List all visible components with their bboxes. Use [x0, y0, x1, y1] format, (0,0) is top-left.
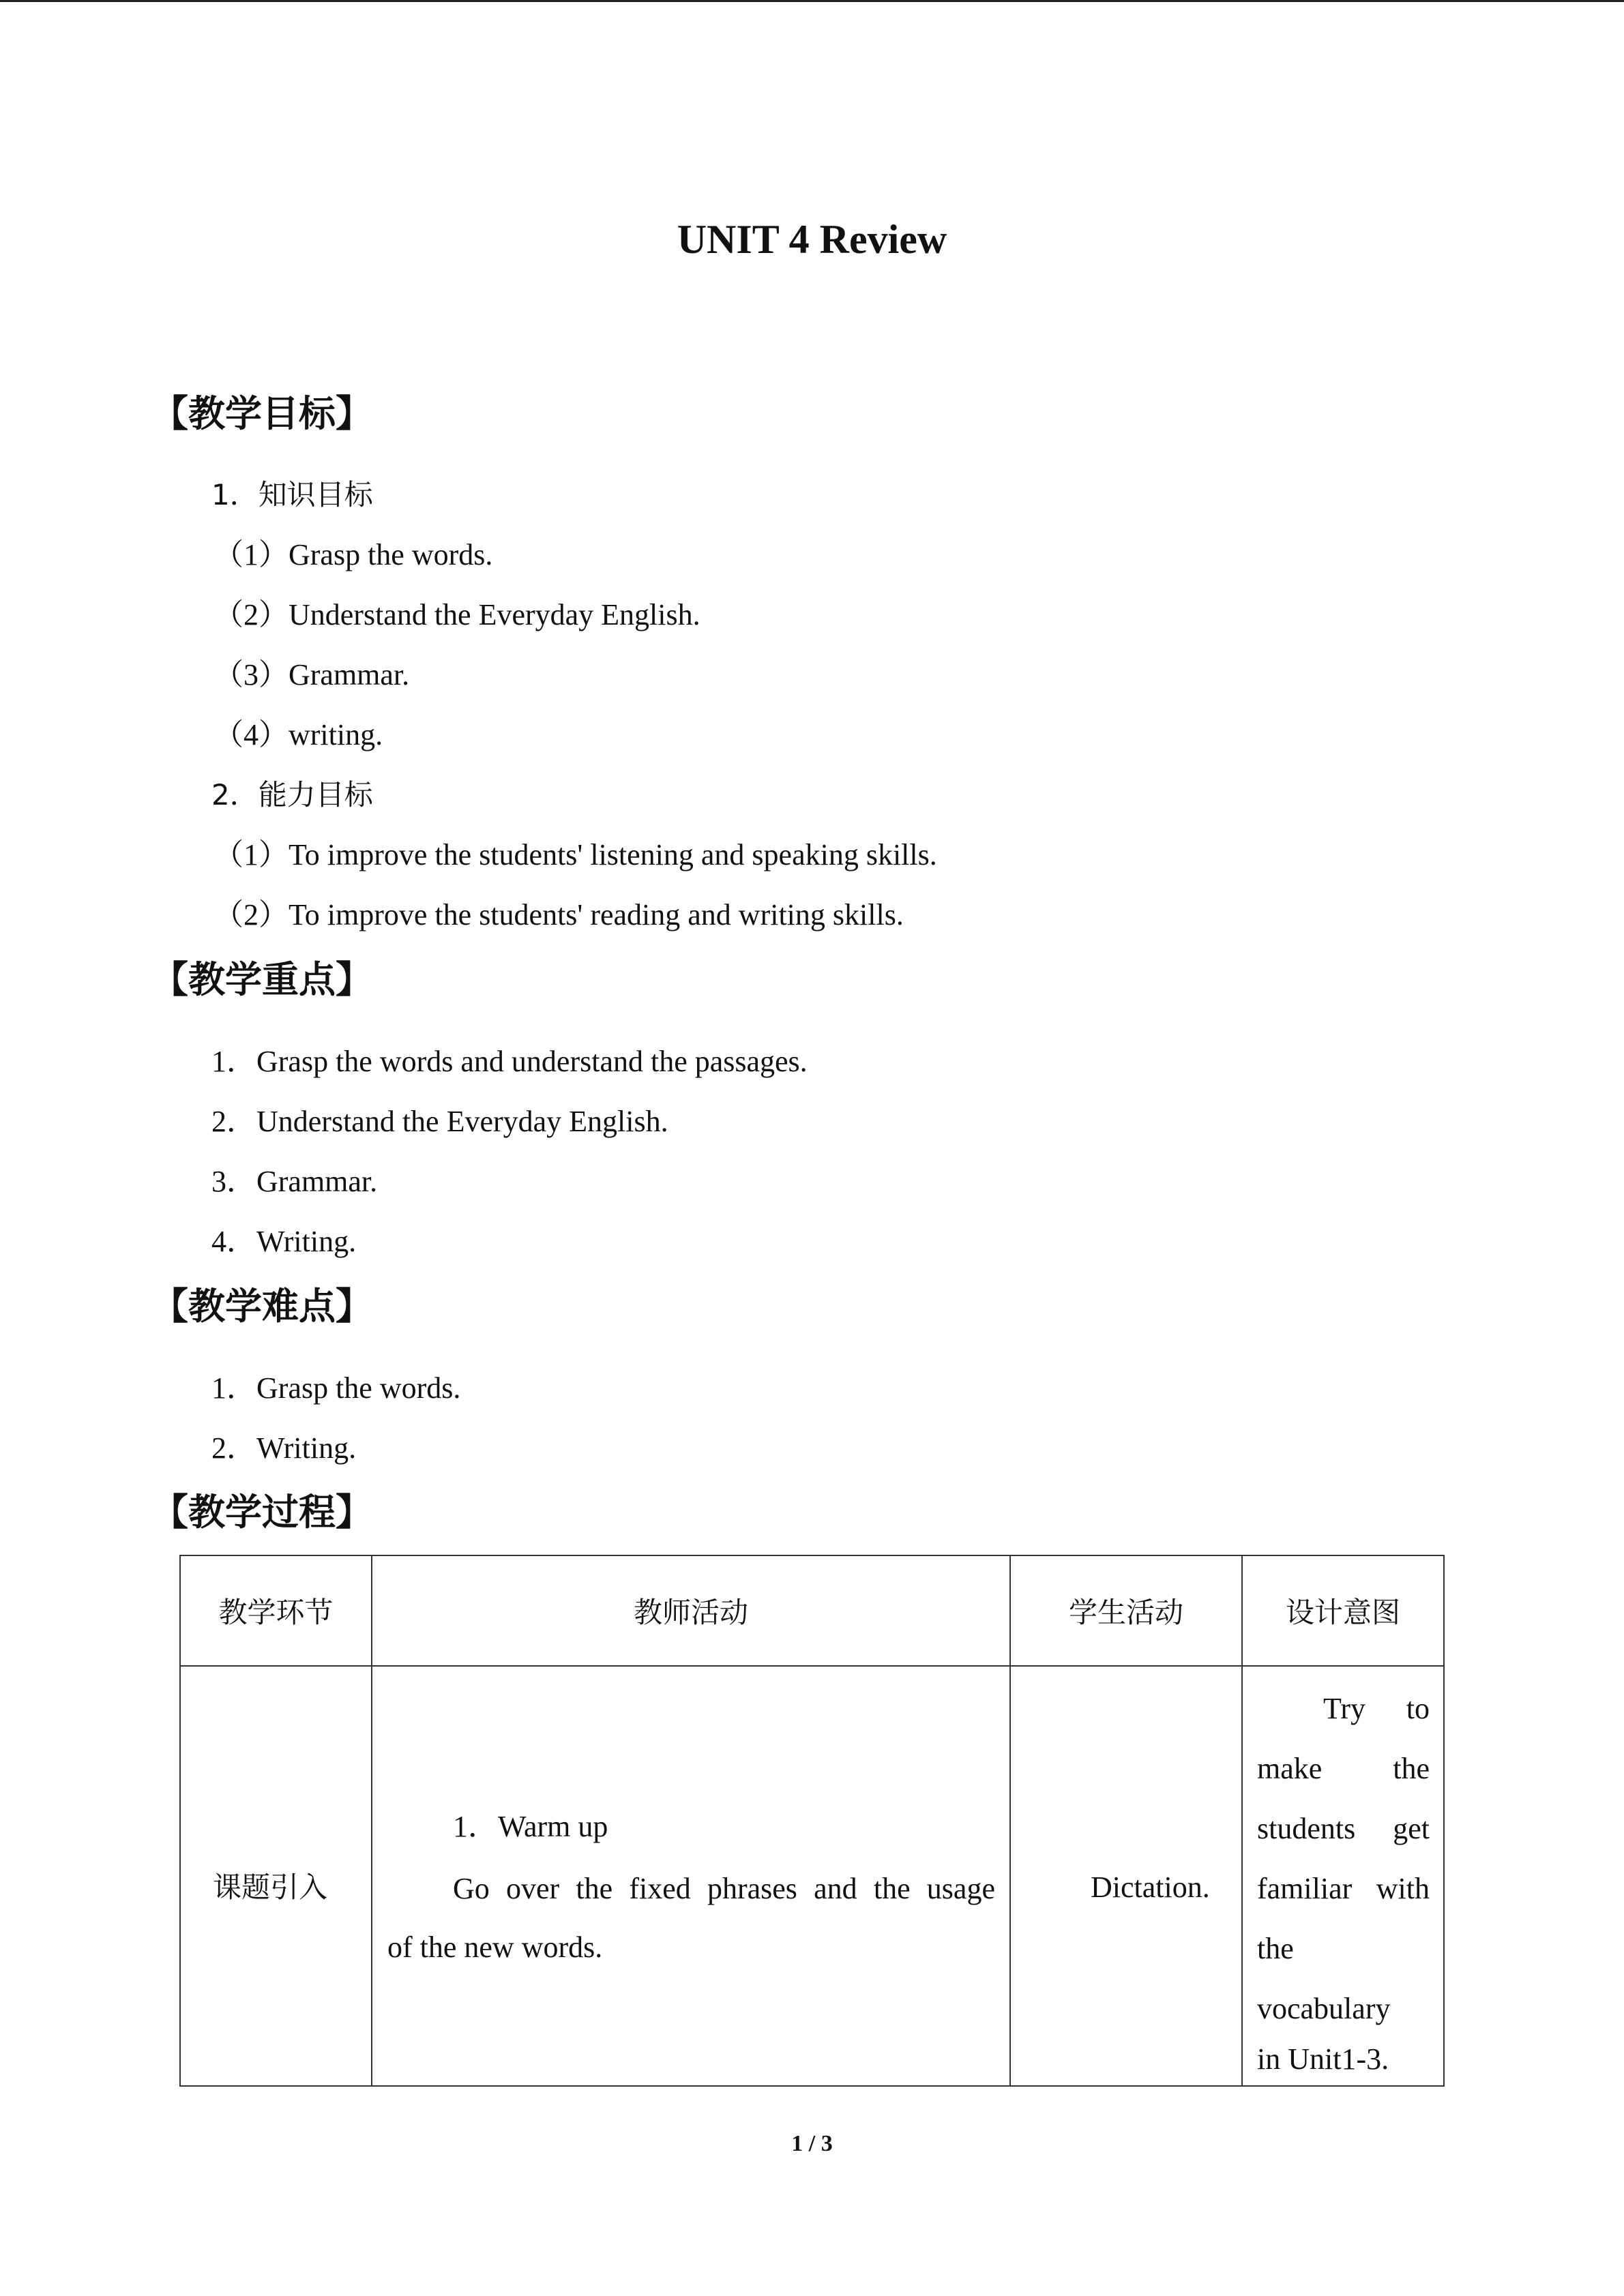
- document-title: UNIT 4 Review: [677, 217, 947, 262]
- table-cell-purpose-line: students get: [1257, 1812, 1430, 1845]
- ability-item: （1）To improve the students' listening and speaking skills.: [213, 838, 937, 871]
- section-heading-key-points: 【教学重点】: [151, 958, 372, 1001]
- table-cell-purpose-line: vocabulary: [1257, 1992, 1391, 2025]
- section-heading-difficulties: 【教学难点】: [151, 1285, 372, 1328]
- knowledge-item: （3）Grammar.: [213, 658, 410, 691]
- knowledge-item: （2）Understand the Everyday English.: [213, 598, 700, 631]
- page-indicator: 1 / 3: [791, 2131, 833, 2156]
- table-cell-purpose-line: Try to: [1323, 1692, 1430, 1725]
- table-cell-teacher-title: 1．Warm up: [453, 1810, 608, 1843]
- table-cell-teacher-line: Go over the fixed phrases and the usage: [453, 1872, 995, 1905]
- key-point-item: 1．Grasp the words and understand the passages.: [211, 1045, 808, 1078]
- table-cell-student: Dictation.: [1091, 1870, 1210, 1904]
- page-top-border: [0, 0, 1624, 2]
- difficulty-item: 2．Writing.: [211, 1431, 357, 1465]
- knowledge-item: （4）writing.: [213, 718, 383, 751]
- table-cell-stage: 课题引入: [213, 1870, 328, 1904]
- ability-item: （2）To improve the students' reading and writing skills.: [213, 898, 904, 931]
- table-header-student: 学生活动: [1068, 1596, 1183, 1629]
- difficulty-item: 1．Grasp the words.: [211, 1371, 461, 1405]
- table-cell-purpose-line: the: [1257, 1932, 1294, 1965]
- key-point-item: 2．Understand the Everyday English.: [211, 1105, 668, 1138]
- section-heading-objectives: 【教学目标】: [151, 392, 372, 435]
- table-cell-purpose-line: familiar with: [1257, 1872, 1430, 1905]
- table-cell-purpose-line: make the: [1257, 1752, 1430, 1785]
- key-point-item: 3．Grammar.: [211, 1165, 378, 1198]
- table-header-stage: 教学环节: [218, 1596, 334, 1629]
- table-header-divider: [179, 1665, 1445, 1667]
- table-cell-teacher-line: of the new words.: [387, 1930, 603, 1964]
- key-point-item: 4．Writing.: [211, 1225, 357, 1258]
- section-heading-process: 【教学过程】: [151, 1491, 372, 1534]
- table-header-purpose: 设计意图: [1285, 1596, 1400, 1629]
- table-header-teacher: 教师活动: [633, 1596, 748, 1629]
- knowledge-item: （1）Grasp the words.: [213, 538, 493, 571]
- ability-goal-label: 2．能力目标: [211, 778, 373, 811]
- knowledge-goal-label: 1．知识目标: [211, 478, 373, 511]
- table-cell-purpose-line: in Unit1-3.: [1257, 2042, 1389, 2076]
